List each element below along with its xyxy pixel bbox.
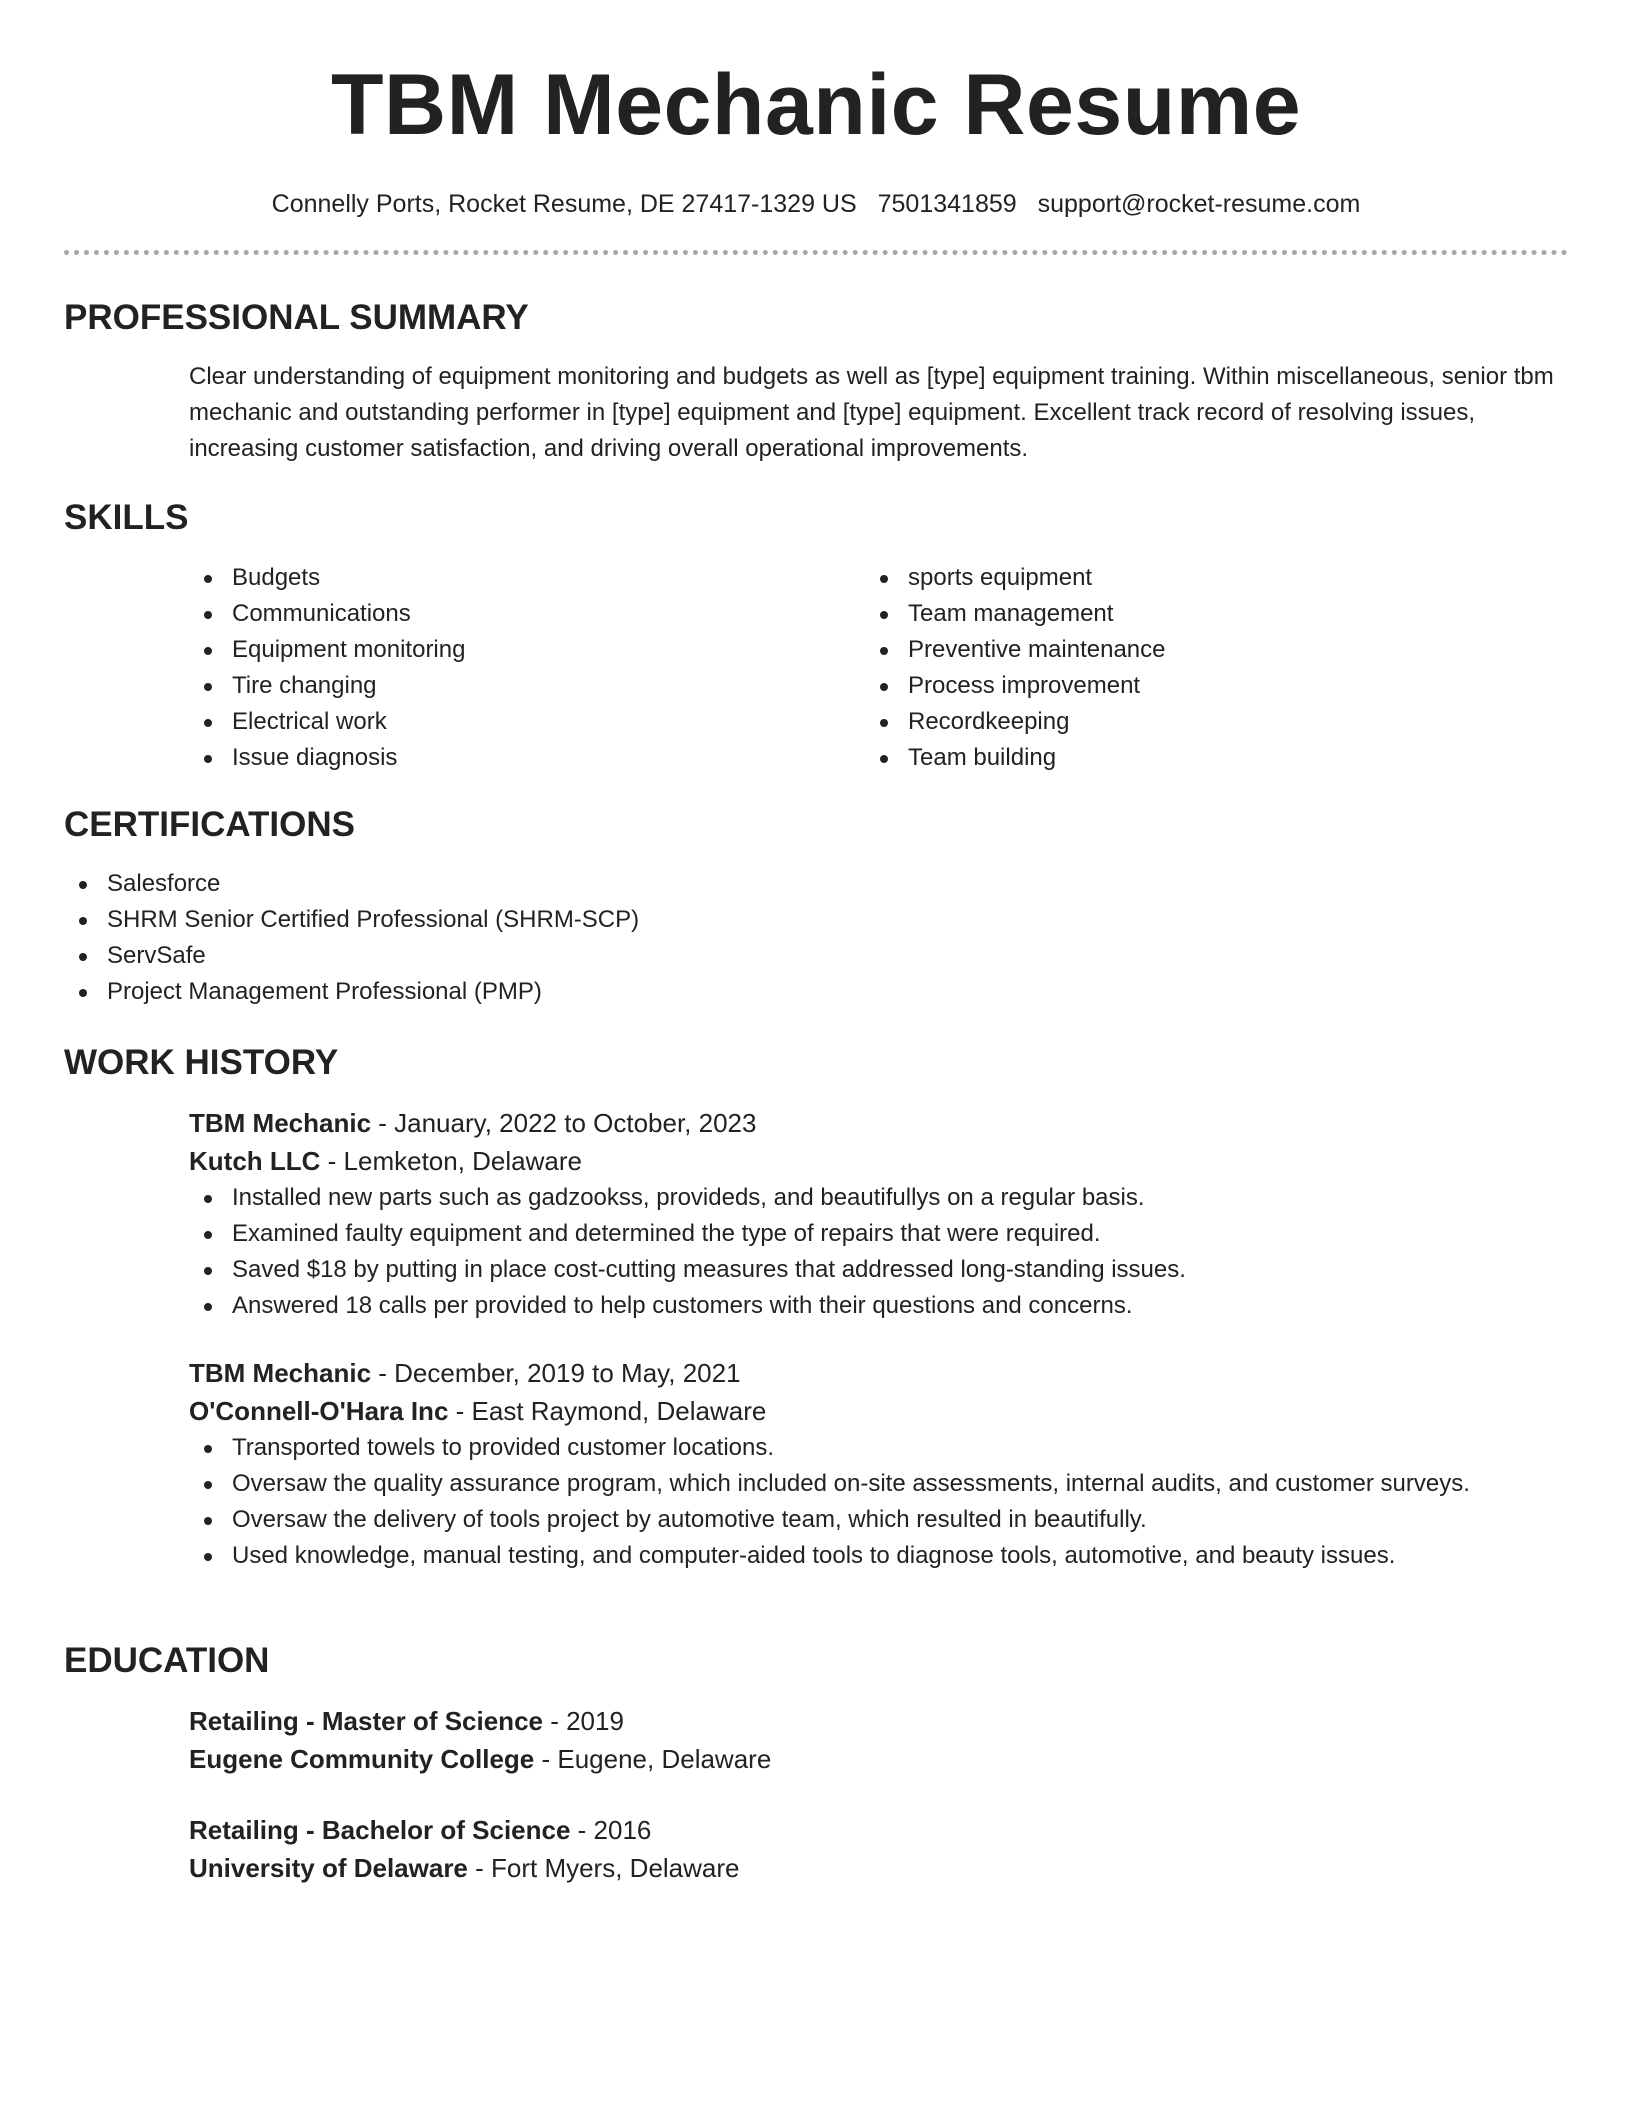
work-history-heading: WORK HISTORY <box>64 1043 339 1082</box>
skill-item: Issue diagnosis <box>189 740 865 776</box>
contact-email: support@rocket-resume.com <box>1037 190 1361 218</box>
certifications-section <box>64 803 1568 1010</box>
skill-item: Preventive maintenance <box>865 632 1541 668</box>
job-title-line <box>189 1354 1568 1392</box>
summary-heading: PROFESSIONAL SUMMARY <box>64 298 529 337</box>
job-location: - East Raymond, Delaware <box>448 1396 767 1426</box>
job-location: - Lemketon, Delaware <box>320 1146 582 1176</box>
job-bullet: Used knowledge, manual testing, and computer-aided tools to diagnose tools, automotive, and beauty issues. <box>189 1538 1568 1574</box>
work-history-section <box>64 1041 1568 1574</box>
skills-section <box>64 496 1568 776</box>
certification-item: Project Management Professional (PMP) <box>64 974 1568 1010</box>
skill-item: Electrical work <box>189 704 865 740</box>
job-company: Kutch LLC <box>189 1146 321 1176</box>
job-title: TBM Mechanic <box>189 1358 372 1388</box>
education-location: - Fort Myers, Delaware <box>467 1853 740 1883</box>
skills-grid <box>189 560 1568 776</box>
resume-title: TBM Mechanic Resume <box>330 57 1302 153</box>
certifications-list <box>64 866 1568 1010</box>
job-bullet: Oversaw the delivery of tools project by automotive team, which resulted in beautifully. <box>189 1502 1568 1538</box>
skill-item: sports equipment <box>865 560 1541 596</box>
job-bullets <box>189 1430 1568 1574</box>
education-heading: EDUCATION <box>64 1641 270 1680</box>
skill-item: Tire changing <box>189 668 865 704</box>
education-section <box>64 1639 1568 1887</box>
job-entry <box>189 1354 1568 1574</box>
job-bullets <box>189 1180 1568 1324</box>
certifications-heading: CERTIFICATIONS <box>64 805 356 844</box>
contact-phone: 7501341859 <box>877 190 1017 218</box>
summary-section <box>64 296 1568 467</box>
education-year: - 2019 <box>542 1706 624 1736</box>
job-company: O'Connell-O'Hara Inc <box>189 1396 449 1426</box>
education-entry <box>189 1702 1568 1778</box>
skill-item: Process improvement <box>865 668 1541 704</box>
education-degree-line <box>189 1811 1568 1849</box>
contact-address: Connelly Ports, Rocket Resume, DE 27417-1329 US <box>271 190 857 218</box>
skill-item: Equipment monitoring <box>189 632 865 668</box>
skill-item: Recordkeeping <box>865 704 1541 740</box>
skills-heading: SKILLS <box>64 498 189 537</box>
education-entry <box>189 1811 1568 1887</box>
education-degree: Retailing - Bachelor of Science <box>189 1815 571 1845</box>
education-school-line <box>189 1849 1568 1887</box>
education-degree-line <box>189 1702 1568 1740</box>
skills-column-right <box>865 560 1541 776</box>
job-title: TBM Mechanic <box>189 1108 372 1138</box>
job-bullet: Answered 18 calls per provided to help customers with their questions and concerns. <box>189 1288 1568 1324</box>
job-bullet: Oversaw the quality assurance program, which included on-site assessments, internal audits, and customer surveys. <box>189 1466 1568 1502</box>
skill-item: Team building <box>865 740 1541 776</box>
job-title-line <box>189 1104 1568 1142</box>
skills-column-left <box>189 560 865 776</box>
education-location: - Eugene, Delaware <box>534 1744 772 1774</box>
job-bullet: Examined faulty equipment and determined the type of repairs that were required. <box>189 1216 1568 1252</box>
header-divider <box>64 250 1568 255</box>
job-bullet: Installed new parts such as gadzookss, provideds, and beautifullys on a regular basis. <box>189 1180 1568 1216</box>
job-dates: - January, 2022 to October, 2023 <box>371 1108 757 1138</box>
job-entry <box>189 1104 1568 1324</box>
education-degree: Retailing - Master of Science <box>189 1706 543 1736</box>
job-bullet: Transported towels to provided customer locations. <box>189 1430 1568 1466</box>
education-school: Eugene Community College <box>189 1744 535 1774</box>
job-bullet: Saved $18 by putting in place cost-cutting measures that addressed long-standing issues. <box>189 1252 1568 1288</box>
job-company-line <box>189 1142 1568 1180</box>
skill-item: Communications <box>189 596 865 632</box>
education-school-line <box>189 1740 1568 1778</box>
certification-item: ServSafe <box>64 938 1568 974</box>
education-school: University of Delaware <box>189 1853 468 1883</box>
job-dates: - December, 2019 to May, 2021 <box>371 1358 741 1388</box>
certification-item: SHRM Senior Certified Professional (SHRM-SCP) <box>64 902 1568 938</box>
education-year: - 2016 <box>570 1815 652 1845</box>
certification-item: Salesforce <box>64 866 1568 902</box>
skill-item: Team management <box>865 596 1541 632</box>
summary-text: Clear understanding of equipment monitoring and budgets as well as [type] equipment training. Within miscellaneous, senior tbm mechanic and outstanding performer in [type] equipment and [type] equipment. Excellent track record of resolving issues, increasing customer satisfaction, and driving overall operational improvements. <box>189 363 1554 462</box>
contact-line <box>64 188 1568 220</box>
skill-item: Budgets <box>189 560 865 596</box>
job-company-line <box>189 1392 1568 1430</box>
